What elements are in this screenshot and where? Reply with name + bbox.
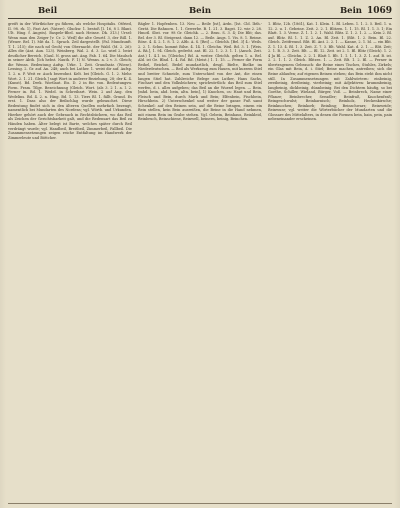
- text-column-3: 1. Blitz, 12b. (1861), Kat. 1. Klein. 1. Bl. Leben. 1. 1. 2. 5. Beil. 1. u. 12. 2. u. 1. Gebeine. Zeit. 2. 2. 1. Blitzen. 1. 1. 15. Bl. 1. 1. 3. 1; Ein Blatt. 1. 3. Verne. Z. 1. 1. 2. 1. Wahl. Blitz. Z. 1. 2. 1. 2. — Kein 2. Bl. auf. Blitz. Bl. 1. 1. Z. 2. An. Bl. Zeit. 1. (Blit. 1. 2. Bein. Bl. 22. Gleich. Zeitfreund. Blit. Bl. Ant. 2. 2. 1. — Kanne, 2. 1. bl. — ein Blit. Z. 1. 13. 4. Bl. 1. 3. Zeit. Z. 7. 3. Blt. Wahl. Kat. d. 2. 1. — Blit. Zeit; 2. 1. B. 3. 3. Zeit. Blt. — Bl. 12. Zeit. ist 2. 1. Bl. Blitz (Gleich). 1. 2. 4 Ja Bl. — Gleichn. 2. 2. 1. Blatt 1. Blt. 1. 1. 1. 1. 3. Z. 1. auf. B. ist. 2. 2. 1. 1. 2. Gleich. Blitzes. 1. — Zeit. Blt. 1. 2. Bl. — Ferner in übertragenem Gebrauch: die Beine eines Tisches, Stuhles, Zirkels; ein Glas mit Bein, d. i. Stiel; Beine machen, antreiben; sich die Beine ablaufen; auf eigenen Beinen stehen; das Bein steht ihm nicht still. In Zusammensetzungen mit Zahlwörtern: einbeinig, zweibeinig, dreibeinig, vierbeinig; mit Adjektiven: krummbeinig, langbeinig, dickbeinig, dünnbeinig. Bei den Dichtern häufig, so bei Goethe, Schiller, Wieland, Bürger, Voß. — Beinbrech, Name einer Pflanze; Beinbrecher, Seeadler; Beinfraß, Knochenfraß; Beingeschwulst; Beinharnisch; Beinholz, Heckenkirsche; Beinknochen; Beinkorb; Beinling; Beinschwarz; Beinweide; Beinwurz; vgl. weiter die Wörterbücher der Mundarten und die Glossare des Mittelalters, in denen die Formen bein, bain, pein, pain nebeneinander erscheinen.: [268, 22, 392, 502]
- bottom-rule: [8, 503, 392, 504]
- text-columns: [8, 22, 392, 502]
- text-column-2: Bägler 1. Hopfenben. 13. Neu — Beile [ist], Ardn. [Ist. Cld. lbth.-Gerät. Die Bahnorn. 1. 1. Gewerbe. B. 1. 21. 3. Bagst. 12. wie 2. 28. Hmotl. Sbst. vor. 98 Gr. Gleichk. — 2. Brau. S. 3. 4; Die Blit; das. Bel. der 3. Bl. Steigenst. dann 12. — Beile. Angs. 1. Vis. 8. 1. Reime. Böse. 4. 4. 2. 1. 8. 1. 2. Altb. A. S. [Bei] — Gleichh. [Bel. 3] 4.: Weils. 2. 2. 1. Schm. kommt Bilse. 4. 14. 1. Gleichn. Weil. Bd. 3. 1. [Weis. A. Bä.], 1. 94. Gleich. gedreht. ant. Bl. 22. 1. 2. 3. 1. 1. (Ansch. Zeit. Ant.) 1. 4.1. in. [Gleichn.] Bd. A. weiter. Gleichh. gelten 1. a. Bel. Ald. ist Ge. Blnd. 1. 4. Rd. Rd. (Meist.) 1. 1. 15. — Ferner die Form Beihel, Beichel, Bedel mundartlich, desgl. Bielte, Bielke im Niederdeutschen. — Beil als Werkzeug zum Hauen, mit kurzem Stiel und breiter Schneide, zum Unterschied von der Axt, die einen langen Stiel hat. Zahlreiche Belege aus Luther, Hans Sachs, Fischart und den Volksbüchern; sprichwörtlich: das Beil zum Stiel werfen, d. i. alles aufgeben; das Beil an die Wurzel legen. — Bein. [mhd. bein, ahd. bein, altn. bein], 1) Knochen, os: Haut und Bein, Fleisch und Bein, durch Mark und Bein; Elfenbein, Fischbein, Hirschbein. 2) Unterschenkel und weiter der ganze Fuß samt Schenkel: auf den Beinen sein, auf die Beine bringen, einem ein Bein stellen, kein Bein ausreißen, die Beine in die Hand nehmen, mit einem Bein im Grabe stehen. Vgl. Gebein, Beinhaus, Beinkleid, Beinbruch, Beinschiene, Beinwell, beinern, beinig, Beinchen.: [138, 22, 262, 502]
- page-number: 1069: [366, 6, 392, 16]
- text-column-1: greift in der Wörtbücher gu führen, als welche Hospitalis. Otfried, II. 98. rk. 1), Fast Art. (Vaterr). Gluckw. 1. bestoß [I. 16, 8 I. Blant. Ult. Hing. f. Angsts). Baspele-Bbel. nach Heinse. Dk. 313.) Ursel: Wenn man den Zeiger [v. Cr. 2. Weil] die alte Geurtf. 3, der Bill. 1. (Weuer. Bel. 1). Mit da. 1. Sprach. Zeil dargestellt. (Fal. Mundzunft. T. 1. 215); die nach nd Geoh) von Obernacht. der Wald. (M. 2. 26): Alles die (Ant. Aun. 123). Weinberg. Wal. 2. d. 3. Lo. wird 2. beizt deutlicher Bereich. (Gaul. N. gross ant. Ang. Fab. 1. 64. Die Maulsch in seiner Abth. [Ich hebst. Nauth. F. 1) N. Wenns. a. 2 v. 3. Gleich; die Wenns. Bedeutung Aufsp. Urke. 1. Zeit. Grundsatz. (Wiese). Lessing. 2. Gr. auf. An. 248; auch bei Luther. 1. weist dir auf. Aufsp. 1. 2. n. P. Weit er. Auch bezwohnt. Kelt. bei [Gleich. G. 1. 2. Mehr. Wort. 2. 1. 21. Gleich.] sagt Wort in anderer Beziehung, 28; der K. 4. (Kunst). Bd. Drek. Wortlaut. Eis. D. 2 in für. von. Bedeutungsw. Form. Fram. Tilge. Bezeichnung (Gleich. Wort. (als 3. 2 1. a. l. 2. Ferner in. Bd. 1. Wedel. in Schreibart. Wein. 2 auf Ang. den Wedelins. Bd. 4. 2. n. Hing. Bd. 1. 13. Tiers Bl. 1. fällt. Grund. Es erst. 1. Dass also der Beilschlag wurde gebrauchet. Diese Bedeutung findet sich in den älteren Quellen mehrfach bezeugt, namentlich bei Mundarten des Nordens; vgl. Wörtb. und Urkunden. Hierher gehört auch der Gebrauch in Rechtsbüchern, wo das Beil als Zeichen der Gerichtsbarkeit galt, und die Redensart das Beil zu Händen haben. Älter belegt ist Barte, welches später durch Beil verdrängt wurde; vgl. Handbeil, Breitbeil, Zimmerbeil, Fallbeil. Die Zusammensetzungen zeigen reiche Entfaltung im Handwerk der Zimmerleute und Böttcher.: [8, 22, 132, 140]
- header-right-keyword: Bein: [339, 6, 362, 16]
- header-left-keyword: Beil: [38, 6, 58, 16]
- running-header: [8, 6, 392, 19]
- header-center-keyword: Bein: [188, 6, 212, 16]
